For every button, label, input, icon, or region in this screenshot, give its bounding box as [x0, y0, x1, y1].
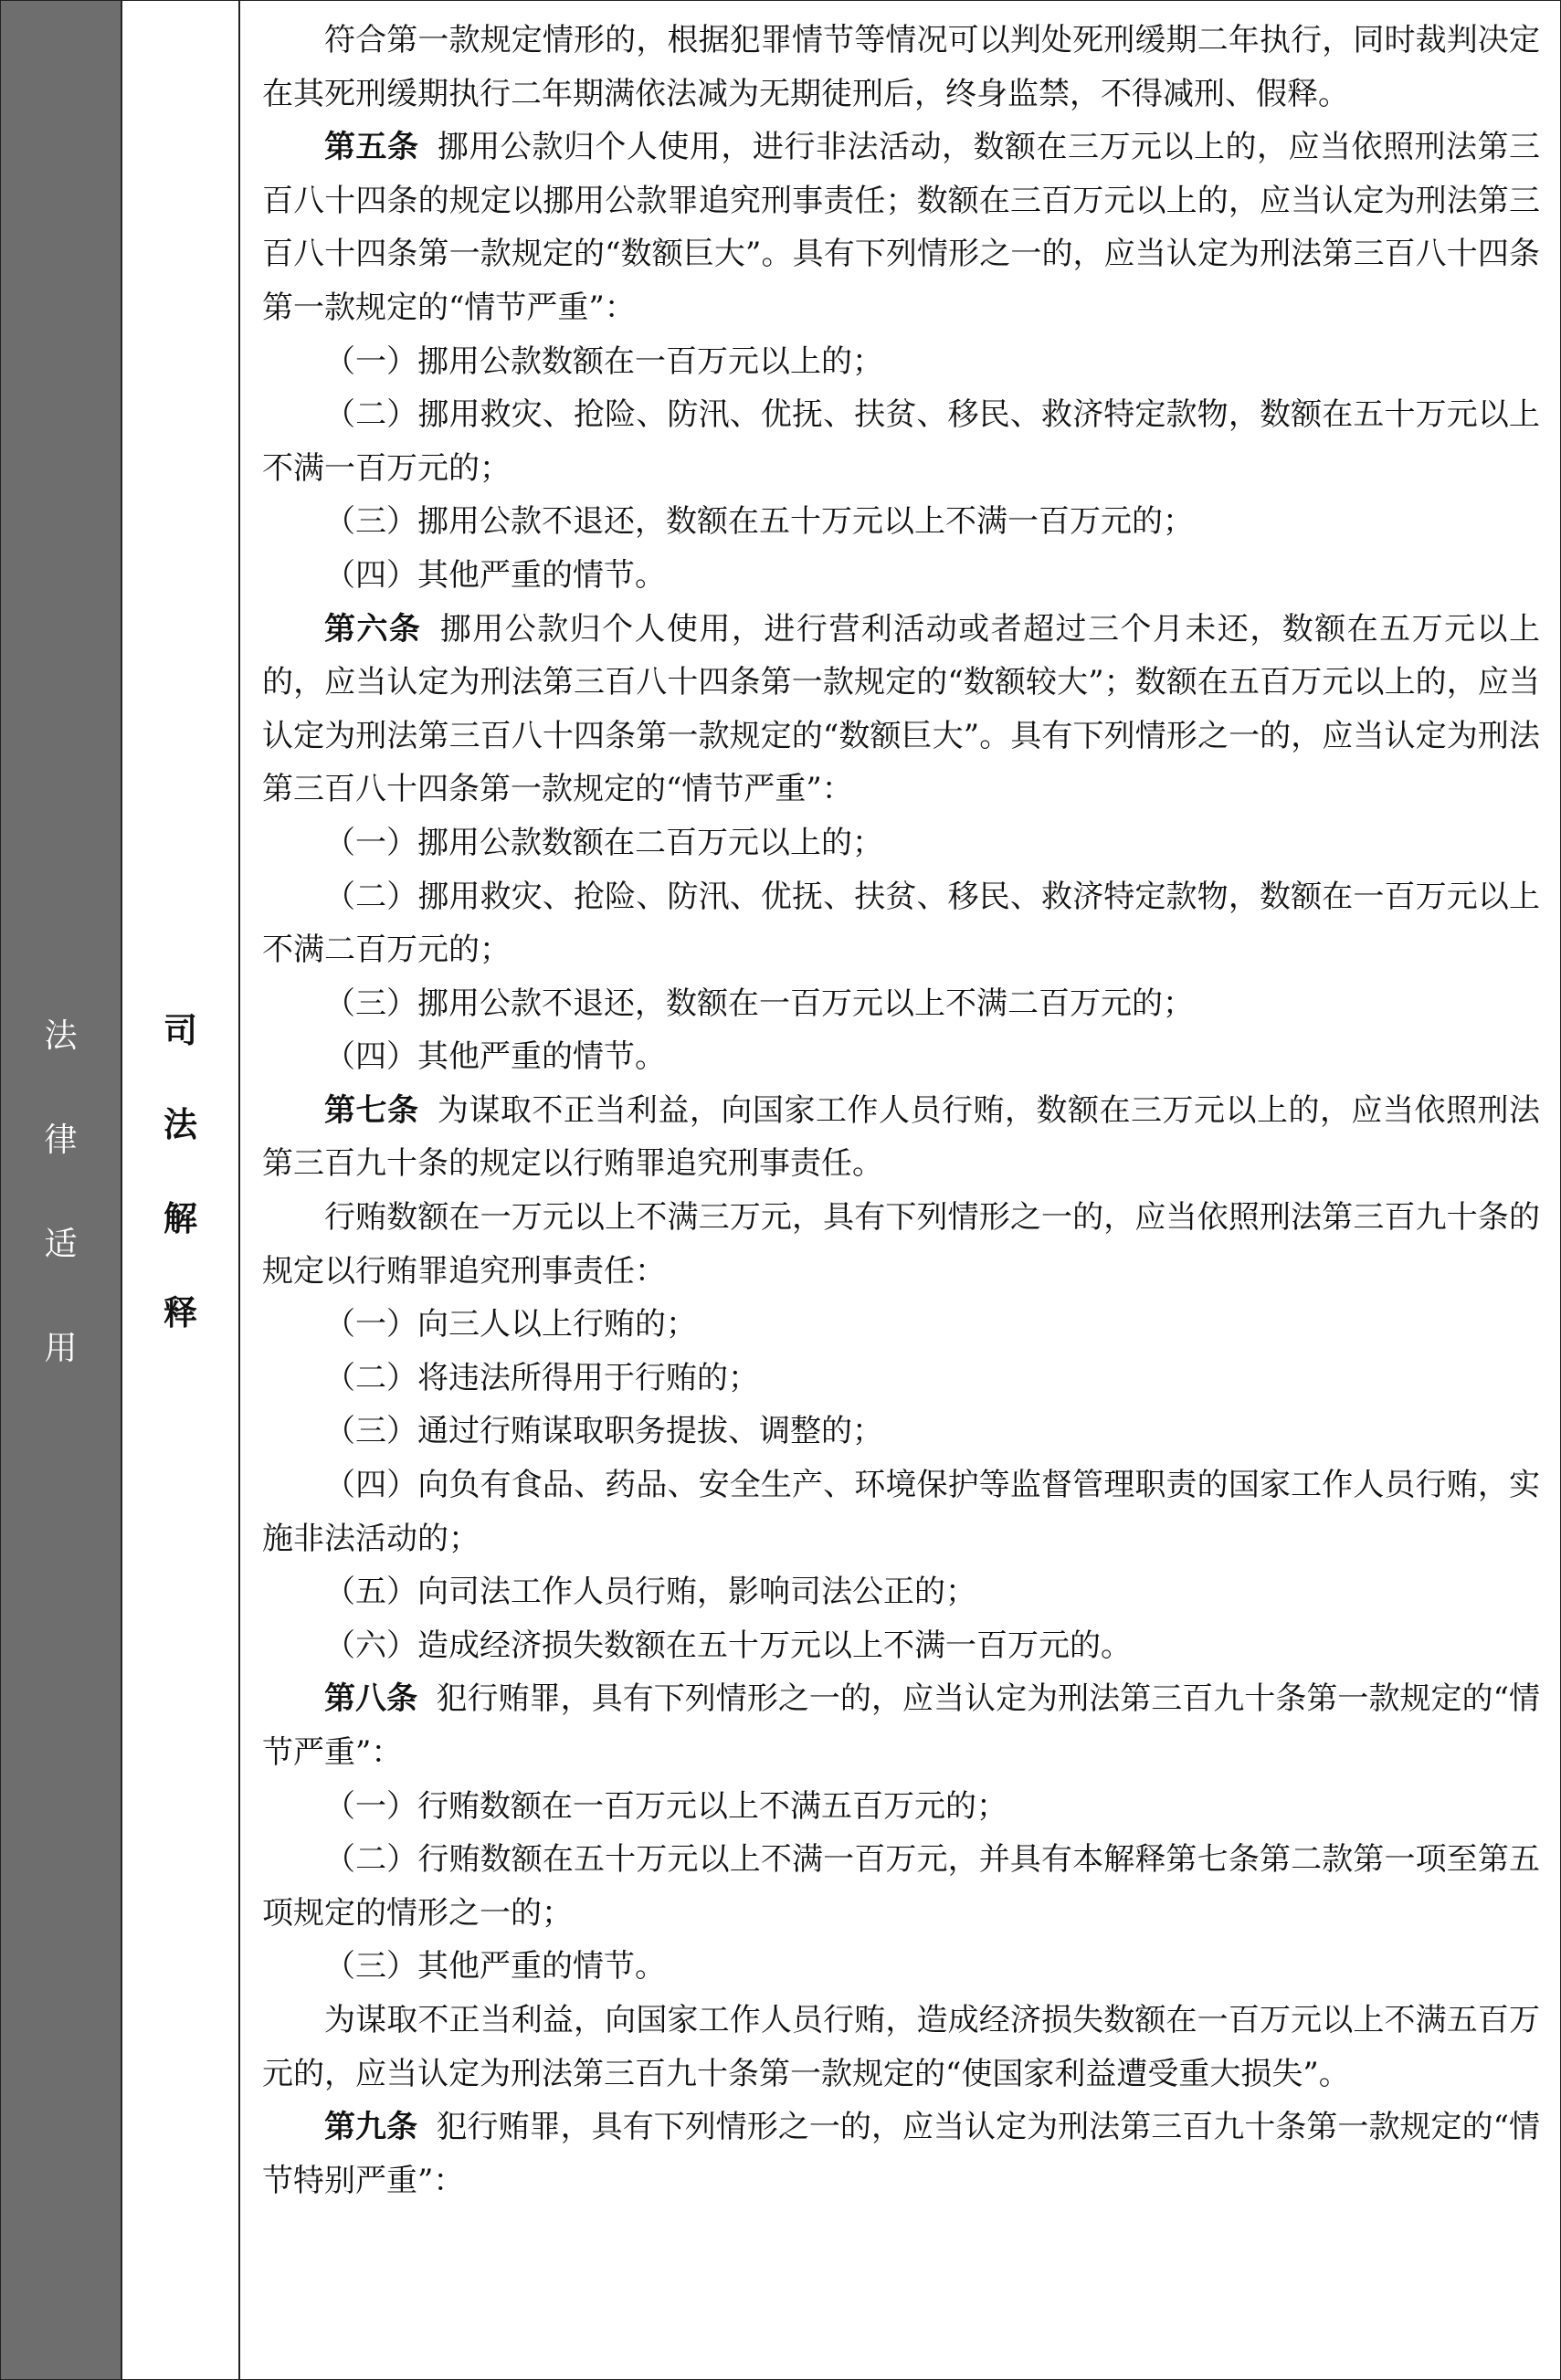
paragraph [262, 2101, 1540, 2207]
paragraph [262, 1994, 1540, 2101]
paragraph-text: （二）挪用救灾、抢险、防汛、优抚、扶贫、移民、救济特定款物，数额在五十万元以上不满一百万元的； [262, 396, 1540, 487]
paragraph [262, 977, 1540, 1031]
paragraph-text: （二）行贿数额在五十万元以上不满一百万元，并具有本解释第七条第二款第一项至第五项规定的情形之一的； [262, 1841, 1540, 1932]
paragraph-text: 为谋取不正当利益，向国家工作人员行贿，数额在三万元以上的，应当依照刑法第三百九十条的规定以行贿罪追究刑事责任。 [262, 1091, 1541, 1183]
category-char: 律 [44, 1122, 78, 1159]
article-number: 第五条 [324, 129, 419, 166]
subcategory-char: 释 [163, 1293, 197, 1332]
paragraph [262, 388, 1540, 495]
paragraph-text: （一）向三人以上行贿的； [324, 1306, 697, 1343]
paragraph-text: 为谋取不正当利益，向国家工作人员行贿，造成经济损失数额在一百万元以上不满五百万元的，应当认定为刑法第三百九十条第一款规定的“使国家利益遭受重大损失”。 [262, 2001, 1540, 2092]
paragraph [262, 1780, 1540, 1834]
paragraph [262, 870, 1540, 977]
paragraph [262, 1405, 1540, 1459]
paragraph [262, 495, 1540, 549]
paragraph-text: （三）挪用公款不退还，数额在五十万元以上不满一百万元的； [324, 503, 1194, 541]
paragraph-text: （三）其他严重的情节。 [324, 1948, 666, 1985]
paragraph-text: 符合第一款规定情形的，根据犯罪情节等情况可以判处死刑缓期二年执行，同时裁判决定在其死刑缓期执行二年期满依法减为无期徒刑后，终身监禁，不得减刑、假释。 [262, 22, 1540, 112]
article-number: 第九条 [324, 2109, 418, 2146]
category-column [1, 1, 122, 2379]
paragraph [262, 1084, 1540, 1191]
paragraph-text: （一）挪用公款数额在二百万元以上的； [324, 824, 883, 861]
paragraph [262, 335, 1540, 389]
paragraph [262, 1833, 1540, 1940]
paragraph [262, 1030, 1540, 1084]
paragraph [262, 1619, 1540, 1673]
paragraph-text: 犯行贿罪，具有下列情形之一的，应当认定为刑法第三百九十条第一款规定的“情节特别严重”： [262, 2109, 1541, 2199]
paragraph [262, 1298, 1540, 1352]
subcategory-char: 法 [163, 1105, 197, 1144]
paragraph [262, 549, 1540, 603]
paragraph-text: （六）造成经济损失数额在五十万元以上不满一百万元的。 [324, 1627, 1132, 1664]
article-number: 第六条 [324, 610, 422, 648]
paragraph-text: （五）向司法工作人员行贿，影响司法公正的； [324, 1574, 976, 1611]
paragraph-text: （二）将违法所得用于行贿的； [324, 1359, 759, 1396]
paragraph [262, 1191, 1540, 1298]
paragraph-text: 行贿数额在一万元以上不满三万元，具有下列情形之一的，应当依照刑法第三百九十条的规定以行贿罪追究刑事责任： [262, 1199, 1540, 1290]
subcategory-char: 司 [163, 1011, 197, 1050]
paragraph [262, 1565, 1540, 1619]
paragraph [262, 816, 1540, 870]
paragraph-text: （四）向负有食品、药品、安全生产、环境保护等监督管理职责的国家工作人员行贿，实施非法活动的； [262, 1467, 1540, 1557]
subcategory-column [122, 1, 240, 2379]
paragraph [262, 1672, 1540, 1779]
paragraph-text: （一）挪用公款数额在一百万元以上的； [324, 342, 883, 380]
paragraph [262, 1940, 1540, 1994]
article-number: 第八条 [324, 1680, 418, 1718]
paragraph-text: （四）其他严重的情节。 [324, 556, 666, 594]
paragraph-text: （三）通过行贿谋取职务提拔、调整的； [324, 1413, 883, 1450]
paragraph-text: （四）其他严重的情节。 [324, 1038, 666, 1076]
paragraph [262, 1459, 1540, 1565]
paragraph [262, 14, 1540, 121]
paragraph-text: 挪用公款归个人使用，进行非法活动，数额在三万元以上的，应当依照刑法第三百八十四条的规定以挪用公款罪追究刑事责任；数额在三百万元以上的，应当认定为刑法第三百八十四条第一款规定的“数额巨大”。具有下列情形之一的，应当认定为刑法第三百八十四条第一款规定的“情节严重”： [262, 129, 1541, 326]
paragraph [262, 1352, 1540, 1406]
paragraph-text: 挪用公款归个人使用，进行营利活动或者超过三个月未还，数额在五万元以上的，应当认定为刑法第三百八十四条第一款规定的“数额较大”；数额在五百万元以上的，应当认定为刑法第三百八十四条第一款规定的“数额巨大”。具有下列情形之一的，应当认定为刑法第三百八十四条第一款规定的“情节严重”： [262, 610, 1541, 808]
subcategory-char: 解 [163, 1199, 197, 1238]
category-char: 适 [44, 1226, 78, 1263]
category-char: 用 [44, 1330, 78, 1367]
interpretation-text [240, 1, 1560, 2379]
paragraph-text: （三）挪用公款不退还，数额在一百万元以上不满二百万元的； [324, 985, 1194, 1022]
paragraph-text: 犯行贿罪，具有下列情形之一的，应当认定为刑法第三百九十条第一款规定的“情节严重”： [262, 1680, 1541, 1771]
article-number: 第七条 [324, 1091, 419, 1129]
paragraph-text: （一）行贿数额在一百万元以上不满五百万元的； [324, 1787, 1007, 1825]
paragraph [262, 603, 1540, 816]
category-char: 法 [44, 1017, 78, 1055]
paragraph [262, 121, 1540, 334]
paragraph-text: （二）挪用救灾、抢险、防汛、优抚、扶贫、移民、救济特定款物，数额在一百万元以上不满二百万元的； [262, 878, 1540, 969]
